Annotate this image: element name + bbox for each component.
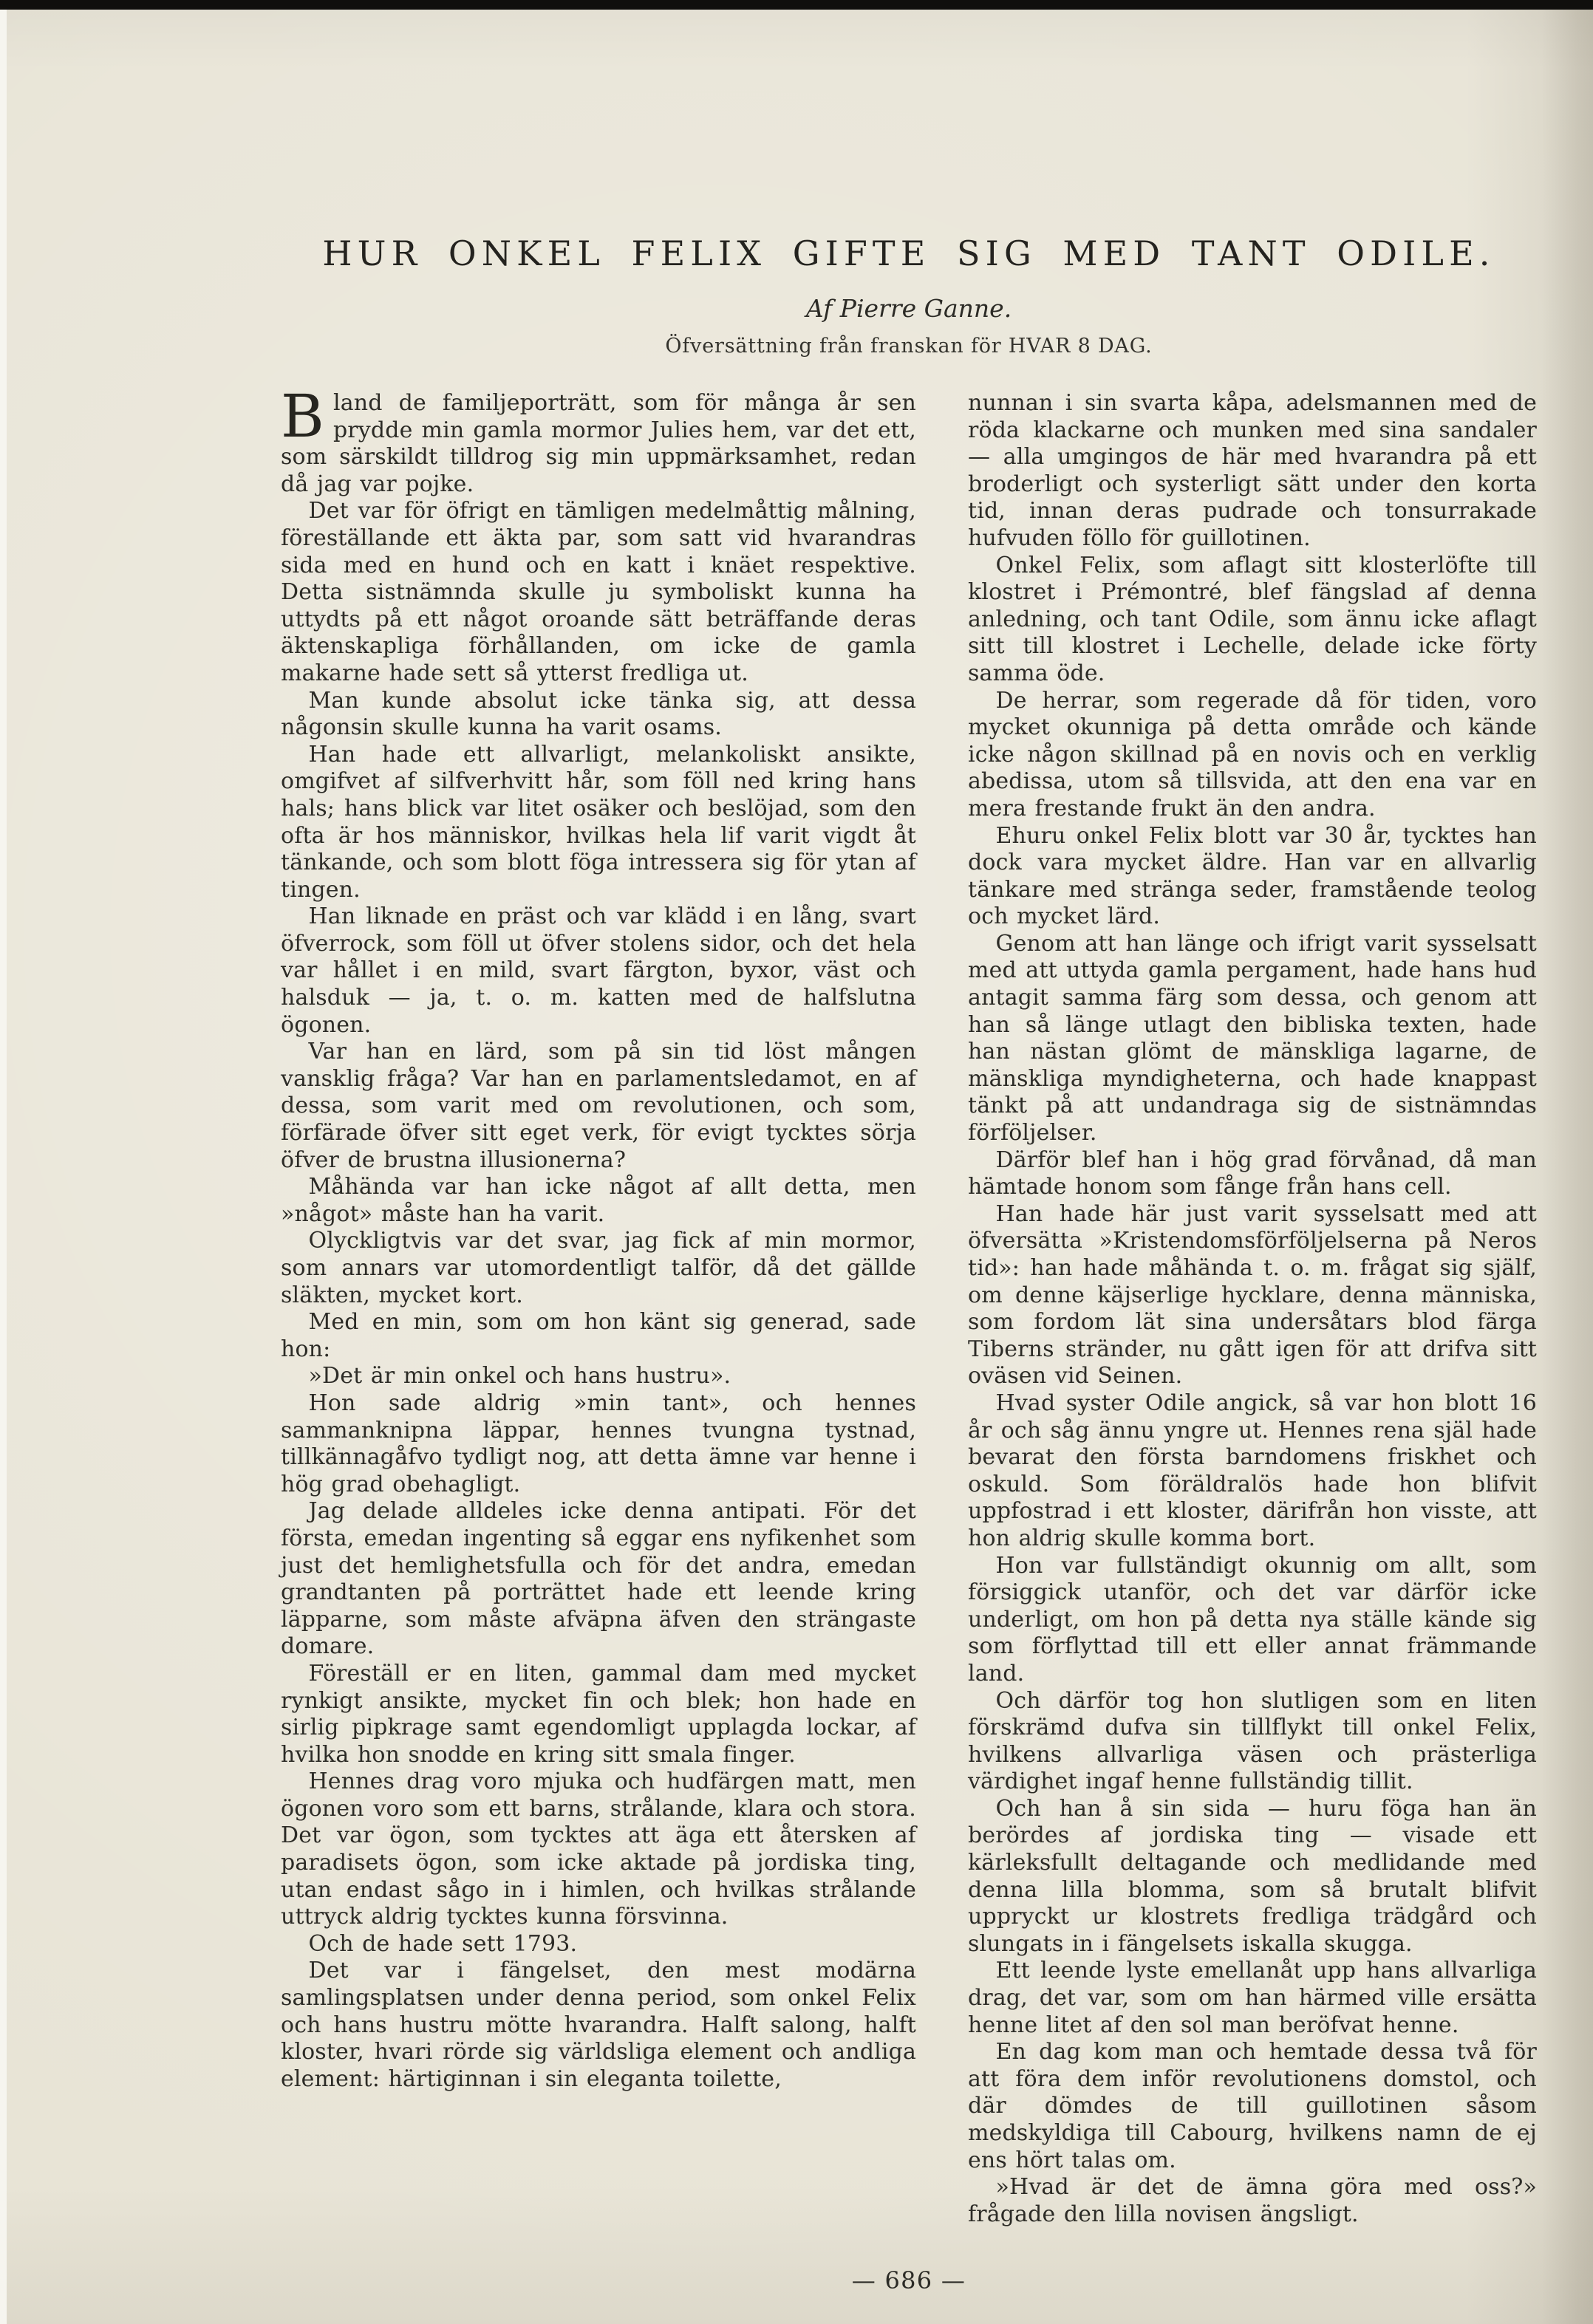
paragraph: Det var i fängelset, den mest modärna samlingsplatsen under denna period, som onkel Felix och hans hustru mötte hvarandra. Halft salong, halft kloster, hvari rörde sig världsliga element och andliga element: härtiginnan i sin eleganta toilette, [281,1958,916,2092]
paragraph: Ett leende lyste emellanåt upp hans allvarliga drag, det var, som om han härmed ville ersätta henne litet af den sol man beröfvat henne. [968,1958,1537,2038]
paragraph: Ehuru onkel Felix blott var 30 år, tycktes han dock vara mycket äldre. Han var en allvarlig tänkare med stränga seder, framstående teolog och mycket lärd. [968,822,1537,930]
paragraph-text: land de familjeporträtt, som för många år sen prydde min gamla mormor Julies hem, var det ett, som särskildt tilldrog sig min uppmärksamhet, redan då jag var pojke. [281,390,916,497]
paragraph: »Det är min onkel och hans hustru». [308,1363,731,1390]
paragraph: Onkel Felix, som aflagt sitt klosterlöfte till klostret i Prémontré, blef fängslad af denna anledning, och tant Odile, som ännu icke aflagt sitt till klostret i Lechelle, delade icke förty samma öde. [968,552,1537,686]
left-column [281,382,916,2093]
paragraph: Var han en lärd, som på sin tid löst mången vansklig fråga? Var han en parlamentsledamot, en af dessa, som varit med om revolutionen, och som, förfärade öfver sitt eget verk, för evigt tycktes sörja öfver de brustna illusionerna? [281,1039,916,1173]
paragraph: Han liknade en präst och var klädd i en lång, svart öfverrock, som föll ut öfver stolens sidor, och det hela var hållet i en mild, svart färgton, byxor, väst och halsduk — ja, t. o. m. katten med de halfslutna ögonen. [281,903,916,1038]
paragraph: Han hade ett allvarligt, melankoliskt ansikte, omgifvet af silfverhvitt hår, som föll ned kring hans hals; hans blick var litet osäker och beslöjad, som den ofta är hos människor, hvilkas hela lif varit vigdt åt tänkande, och som blott föga intressera sig för ytan af tingen. [281,741,916,903]
paragraph: Och han å sin sida — huru föga han än berördes af jordiska ting — visade ett kärleksfullt deltagande och medlidande med denna lilla blomma, som så brutalt blifvit uppryckt ur klostrets fredliga trädgård och slungats in i fängelsets iskalla skugga. [968,1795,1537,1957]
paragraph: Med en min, som om hon känt sig generad, sade hon: [281,1309,916,1362]
paragraph: De herrar, som regerade då för tiden, voro mycket okunniga på detta område och kände icke någon skillnad på en novis och en verklig abedissa, utom så tillsvida, att den ena var en mera frestande frukt än den andra. [968,687,1537,821]
magazine-page [281,233,1537,2294]
paragraph: »Hvad är det de ämna göra med oss?» frågade den lilla novisen ängsligt. [968,2174,1537,2227]
paragraph: Hon sade aldrig »min tant», och hennes sammanknipna läppar, hennes tvungna tystnad, tillkännagåfvo tydligt nog, att detta ämne var henne i hög grad obehagligt. [281,1390,916,1497]
right-column [968,390,1537,2228]
paragraph: Jag delade alldeles icke denna antipati. För det första, emedan ingenting så eggar ens nyfikenhet som just det hemlighetsfulla och för det andra, emedan grandtanten på porträttet hade ett leende kring läpparne, som måste afväpna äfven den strängaste domare. [281,1498,916,1660]
paragraph: Måhända var han icke något af allt detta, men »något» måste han ha varit. [281,1174,916,1227]
paragraph: Olyckligtvis var det svar, jag fick af min mormor, som annars var utomordentligt talför, då det gällde släkten, mycket kort. [281,1228,916,1308]
article-body [281,382,1537,2228]
paragraph: Och därför tog hon slutligen som en liten förskrämd dufva sin tillflykt till onkel Felix, hvilkens allvarliga väsen och prästerliga värdighet ingaf henne fullständig tillit. [968,1687,1537,1795]
paragraph: En dag kom man och hemtade dessa två för att föra dem inför revolutionens domstol, och där dömdes de till guillotinen såsom medskyldiga till Cabourg, hvilkens namn de ej ens hört talas om. [968,2039,1537,2173]
paragraph: Genom att han länge och ifrigt varit sysselsatt med att uttyda gamla pergament, hade hans hud antagit samma färg som dessa, och genom att han så länge utlagt den bibliska texten, hade han nästan glömt de mänskliga lagarne, de mänskliga myndigheterna, och hade knappast tänkt på att undandraga sig de sistnämndas förföljelser. [968,930,1537,1146]
paragraph: Hvad syster Odile angick, så var hon blott 16 år och såg ännu yngre ut. Hennes rena själ hade bevarat den första barndomens friskhet och oskuld. Som föräldralös hade hon blifvit uppfostrad i ett kloster, därifrån hon visste, att hon aldrig skulle komma bort. [968,1390,1537,1551]
drop-cap: B [281,382,324,451]
paragraph: nunnan i sin svarta kåpa, adelsmannen med de röda klackarne och munken med sina sandaler — alla umgingos de här med hvarandra på ett broderligt och systerligt sätt under den korta tid, innan deras pudrade och tonsurrakade hufvuden föllo för guillotinen. [968,390,1537,551]
paragraph: Han hade här just varit sysselsatt med att öfversätta »Kristendomsförföljelserna på Neros tid»: han hade måhända t. o. m. frågat sig själf, om denne käjserlige hycklare, denna människa, som fordom lät sina undersåtars blod färga Tiberns stränder, nu gått igen för att drifva sitt oväsen vid Seinen. [968,1200,1537,1390]
scan-top-edge [0,0,1593,10]
scan-right-shade [1541,0,1593,2324]
byline: Af Pierre Ganne. [805,294,1012,323]
paragraph: Hon var fullständigt okunnig om allt, som försiggick utanför, och det var därför icke underligt, om hon på detta nya ställe kände sig som förflyttad till ett eller annat främmande land. [968,1552,1537,1686]
scan-left-edge [0,10,7,2324]
paragraph [281,382,916,498]
paragraph: Det var för öfrigt en tämligen medelmåttig målning, föreställande ett äkta par, som satt vid hvarandras sida med en hund och en katt i knäet respektive. Detta sistnämnda skulle ju symboliskt kunna ha uttydts på ett något oroande sätt beträffande deras äktenskapliga förhållanden, om icke de gamla makarne hade sett så ytterst fredliga ut. [281,498,916,686]
paragraph: Föreställ er en liten, gammal dam med mycket rynkigt ansikte, mycket fin och blek; hon hade en sirlig pipkrage samt egendomligt upplagda lockar, af hvilka hon snodde en kring sitt smala finger. [281,1660,916,1768]
paragraph: Och de hade sett 1793. [308,1930,578,1957]
page-number: — 686 — [851,2266,966,2295]
paragraph: Hennes drag voro mjuka och hudfärgen matt, men ögonen voro som ett barns, strålande, klara och stora. Det var ögon, som tycktes att äga ett återsken af paradisets ögon, som icke aktade på jordiska ting, utan endast sågo in i himlen, och hvilkas strålande uttryck aldrig tycktes kunna försvinna. [281,1768,916,1930]
paragraph: Man kunde absolut icke tänka sig, att dessa någonsin skulle kunna ha varit osams. [281,687,916,741]
translation-note: Öfversättning från franskan för HVAR 8 DAG. [665,335,1153,358]
paragraph: Därför blef han i hög grad förvånad, då man hämtade honom som fånge från hans cell. [968,1146,1537,1200]
page-title: HUR ONKEL FELIX GIFTE SIG MED TANT ODILE. [322,233,1495,273]
